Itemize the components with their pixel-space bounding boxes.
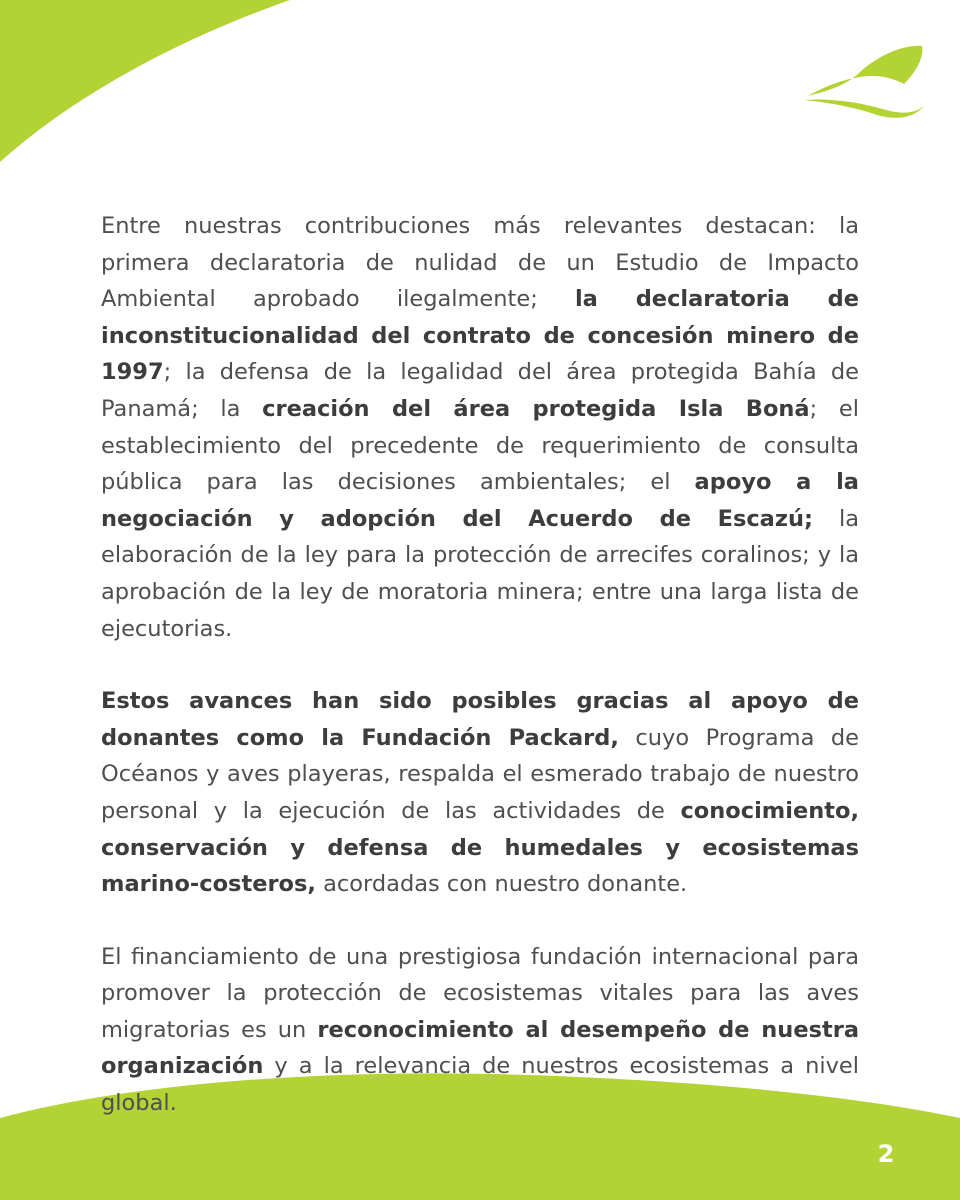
logo-text: ciam [857, 80, 921, 108]
bold-text-run: apoyo a la negociación y adopción del Acuerdo de Escazú; [101, 469, 859, 532]
page-number: 2 [877, 1140, 895, 1168]
ciam-logo [800, 40, 930, 120]
paragraph-1 [101, 208, 859, 647]
paragraph-3 [101, 939, 859, 1122]
text-run: acordadas con nuestro donante. [315, 871, 688, 898]
bold-text-run: conocimiento, conservación y defensa de humedales y ecosistemas marino-costeros, [101, 797, 859, 898]
text-run: Entre nuestras contribuciones más relevantes destacan: la primera declaratoria de nulidad de un Estudio de Impacto Ambiental aprobado ilegalmente; [101, 213, 859, 313]
bold-text-run: la declaratoria de inconstitucionalidad del contrato de concesión minero de 1997 [101, 286, 859, 386]
text-run: cuyo Programa de Océanos y aves playeras, respalda el esmerado trabajo de nuestro personal y la ejecución de las actividades de [101, 724, 859, 824]
text-run: y a la relevancia de nuestros ecosistemas a nivel global. [101, 1053, 859, 1117]
bold-text-run: Estos avances han sido posibles gracias al apoyo de donantes como la Fundación Packard, [101, 688, 859, 751]
text-run: El financiamiento de una prestigiosa fundación internacional para promover la protección de ecosistemas vitales para las aves migratorias es un [101, 943, 859, 1043]
bold-text-run: creación del área protegida Isla Boná [262, 395, 810, 422]
bold-text-run: reconocimiento al desempeño de nuestra organización [101, 1016, 859, 1080]
text-run: ; el establecimiento del precedente de requerimiento de consulta pública para las decisiones ambientales; el [101, 395, 860, 496]
text-run: ; la defensa de la legalidad del área protegida Bahía de Panamá; la [101, 359, 859, 422]
text-run: la elaboración de la ley para la protección de arrecifes coralinos; y la aprobación de la ley de moratoria minera; entre una larga lista de ejecutorias. [101, 505, 859, 642]
paragraph-2 [101, 683, 859, 903]
body-text [101, 208, 859, 1158]
top-left-green-wave [0, 0, 290, 162]
